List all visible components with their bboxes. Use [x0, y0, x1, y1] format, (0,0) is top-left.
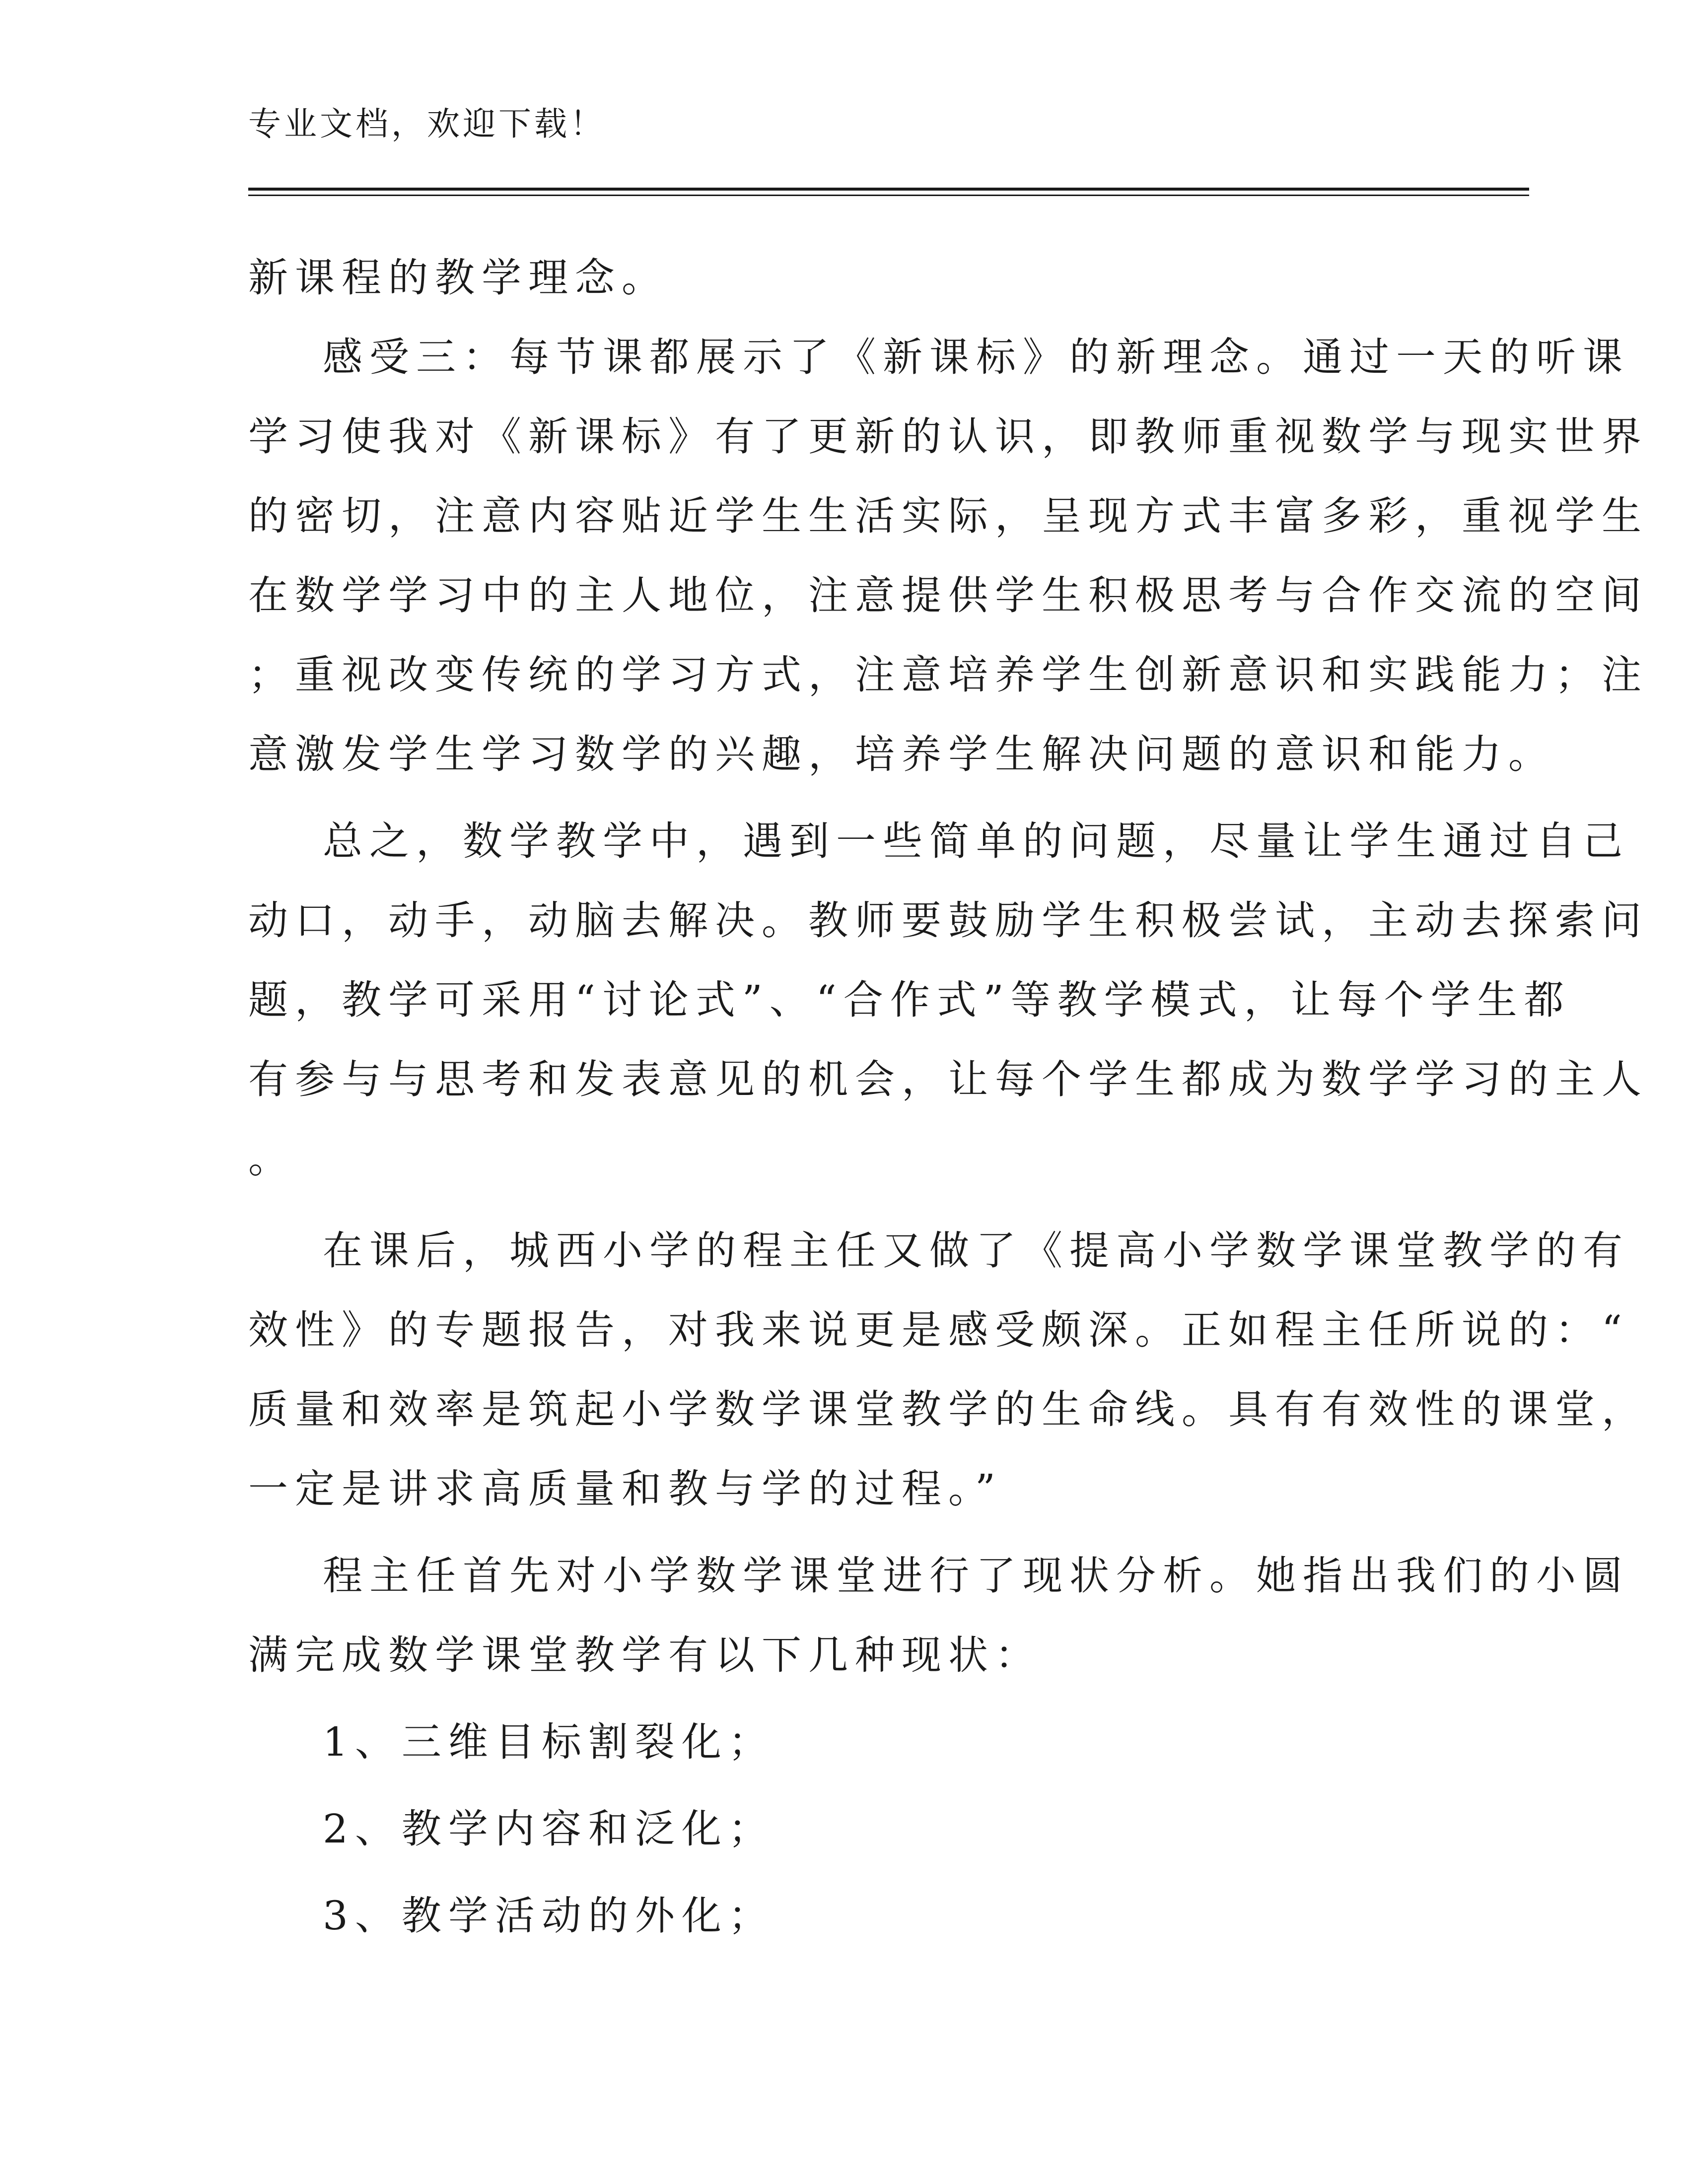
- text-line: 质量和效率是筑起小学数学课堂教学的生命线。具有有效性的课堂，: [248, 1386, 1648, 1433]
- text-line: 满完成数学课堂教学有以下几种现状：: [248, 1632, 1042, 1678]
- list-item: 3、教学活动的外化；: [323, 1893, 775, 1939]
- text-line: 学习使我对《新课标》有了更新的认识，即教师重视数学与现实世界: [248, 413, 1648, 460]
- header-rule-thick: [248, 188, 1529, 191]
- text-line: 一定是讲求高质量和教与学的过程。”: [248, 1466, 1002, 1512]
- list-item: 2、教学内容和泛化；: [323, 1806, 775, 1852]
- text-line: 。: [248, 1136, 295, 1182]
- text-line: 在数学学习中的主人地位，注意提供学生积极思考与合作交流的空间: [248, 572, 1648, 618]
- list-item: 1、三维目标割裂化；: [323, 1719, 775, 1765]
- text-line: 总之，数学教学中，遇到一些简单的问题，尽量让学生通过自己: [323, 818, 1629, 864]
- text-line: 效性》的专题报告，对我来说更是感受颇深。正如程主任所说的：“: [248, 1307, 1629, 1353]
- header-text: 专业文档，欢迎下载！: [248, 105, 606, 143]
- text-line: 在课后，城西小学的程主任又做了《提高小学数学课堂教学的有: [323, 1228, 1629, 1274]
- text-line: 新课程的教学理念。: [248, 255, 668, 301]
- text-line: 感受三：每节课都展示了《新课标》的新理念。通过一天的听课: [323, 334, 1629, 380]
- text-line: 的密切，注意内容贴近学生生活实际，呈现方式丰富多彩，重视学生: [248, 493, 1648, 539]
- text-line: 程主任首先对小学数学课堂进行了现状分析。她指出我们的小圆: [323, 1553, 1629, 1599]
- text-line: 动口，动手，动脑去解决。教师要鼓励学生积极尝试，主动去探索问: [248, 897, 1648, 944]
- header-rule-thin: [248, 195, 1529, 196]
- text-line: 意激发学生学习数学的兴趣，培养学生解决问题的意识和能力。: [248, 731, 1555, 777]
- text-line: 有参与与思考和发表意见的机会，让每个学生都成为数学学习的主人: [248, 1056, 1648, 1102]
- text-line: ；重视改变传统的学习方式，注意培养学生创新意识和实践能力；注: [248, 652, 1648, 698]
- text-line: 题，教学可采用“讨论式”、“合作式”等教学模式，让每个学生都: [248, 977, 1571, 1023]
